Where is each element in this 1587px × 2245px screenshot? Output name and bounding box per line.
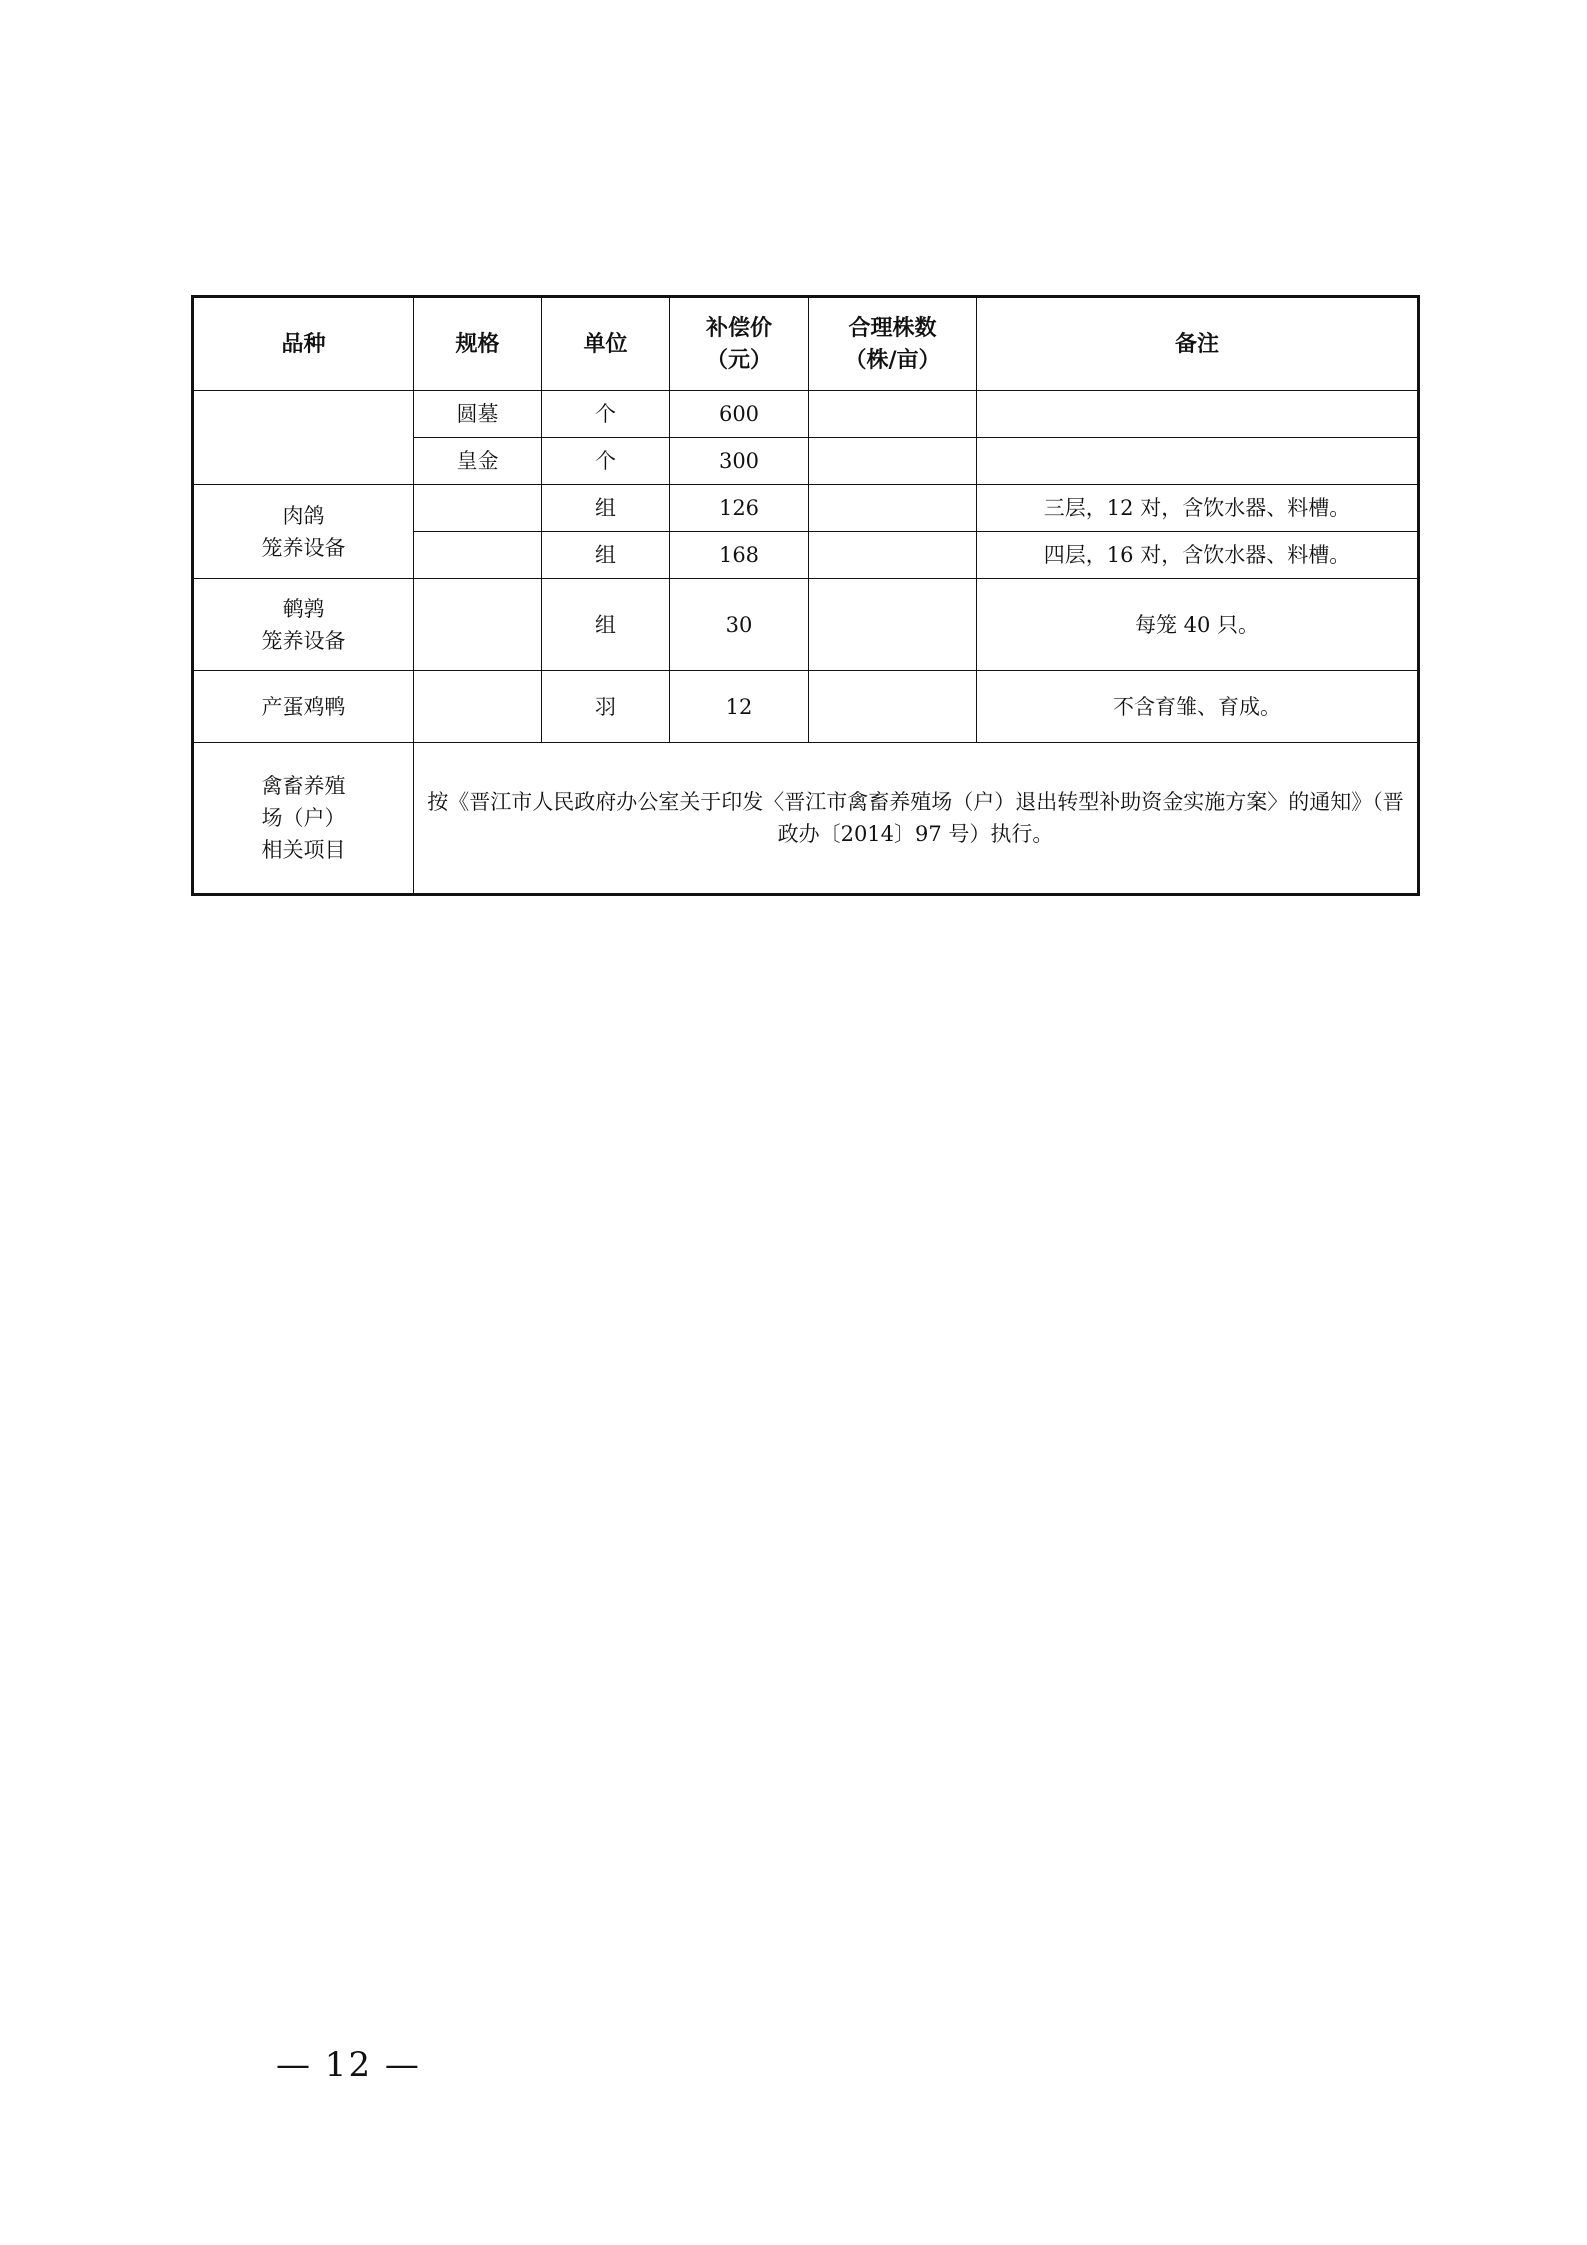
cell-unit: 羽 [542, 671, 670, 743]
cell-note [977, 391, 1419, 438]
cell-price: 300 [670, 438, 809, 485]
cell-note-merged: 按《晋江市人民政府办公室关于印发〈晋江市禽畜养殖场（户）退出转型补助资金实施方案〉的通知》（晋政办〔2014〕97 号）执行。 [414, 743, 1419, 895]
header-count [809, 297, 977, 391]
cell-variety-line2: 场（户） [261, 806, 346, 830]
cell-note: 四层，16 对，含饮水器、料槽。 [977, 532, 1419, 579]
header-unit: 单位 [542, 297, 670, 391]
cell-spec: 圆墓 [414, 391, 542, 438]
cell-variety [193, 579, 414, 671]
cell-variety [193, 743, 414, 895]
cell-count [809, 671, 977, 743]
table-row [193, 579, 1419, 671]
cell-variety [193, 391, 414, 485]
table-header-row [193, 297, 1419, 391]
cell-count [809, 532, 977, 579]
cell-variety-line3: 相关项目 [261, 838, 346, 862]
cell-variety-line2: 笼养设备 [261, 535, 346, 560]
table-row [193, 391, 1419, 438]
cell-count [809, 579, 977, 671]
cell-note: 不含育雏、育成。 [977, 671, 1419, 743]
header-price [670, 297, 809, 391]
header-spec: 规格 [414, 297, 542, 391]
cell-variety: 产蛋鸡鸭 [193, 671, 414, 743]
cell-note [977, 438, 1419, 485]
cell-count [809, 485, 977, 532]
header-price-line1: 补偿价 [705, 315, 772, 341]
header-count-line2: （株/亩） [844, 347, 941, 373]
header-count-line1: 合理株数 [848, 315, 937, 341]
cell-variety-line2: 笼养设备 [261, 628, 346, 653]
header-price-line2: （元） [705, 347, 772, 373]
cell-spec [414, 485, 542, 532]
cell-price: 126 [670, 485, 809, 532]
cell-count [809, 391, 977, 438]
header-note: 备注 [977, 297, 1419, 391]
cell-price: 600 [670, 391, 809, 438]
table-row [193, 671, 1419, 743]
cell-unit: 组 [542, 532, 670, 579]
cell-price: 168 [670, 532, 809, 579]
cell-spec [414, 579, 542, 671]
cell-spec [414, 532, 542, 579]
cell-variety-line1: 禽畜养殖 [261, 774, 346, 798]
compensation-table [191, 295, 1420, 896]
cell-price: 12 [670, 671, 809, 743]
header-variety: 品种 [193, 297, 414, 391]
cell-unit: 个 [542, 438, 670, 485]
cell-note: 每笼 40 只。 [977, 579, 1419, 671]
page-number: — 12 — [276, 2045, 421, 2085]
cell-spec: 皇金 [414, 438, 542, 485]
cell-unit: 组 [542, 485, 670, 532]
cell-unit: 组 [542, 579, 670, 671]
cell-count [809, 438, 977, 485]
cell-note: 三层，12 对，含饮水器、料槽。 [977, 485, 1419, 532]
table-row [193, 743, 1419, 895]
cell-variety-line1: 肉鸽 [282, 503, 325, 528]
cell-variety [193, 485, 414, 579]
cell-spec [414, 671, 542, 743]
table-row [193, 485, 1419, 532]
cell-variety-line1: 鹌鹑 [282, 596, 325, 621]
cell-price: 30 [670, 579, 809, 671]
cell-unit: 个 [542, 391, 670, 438]
